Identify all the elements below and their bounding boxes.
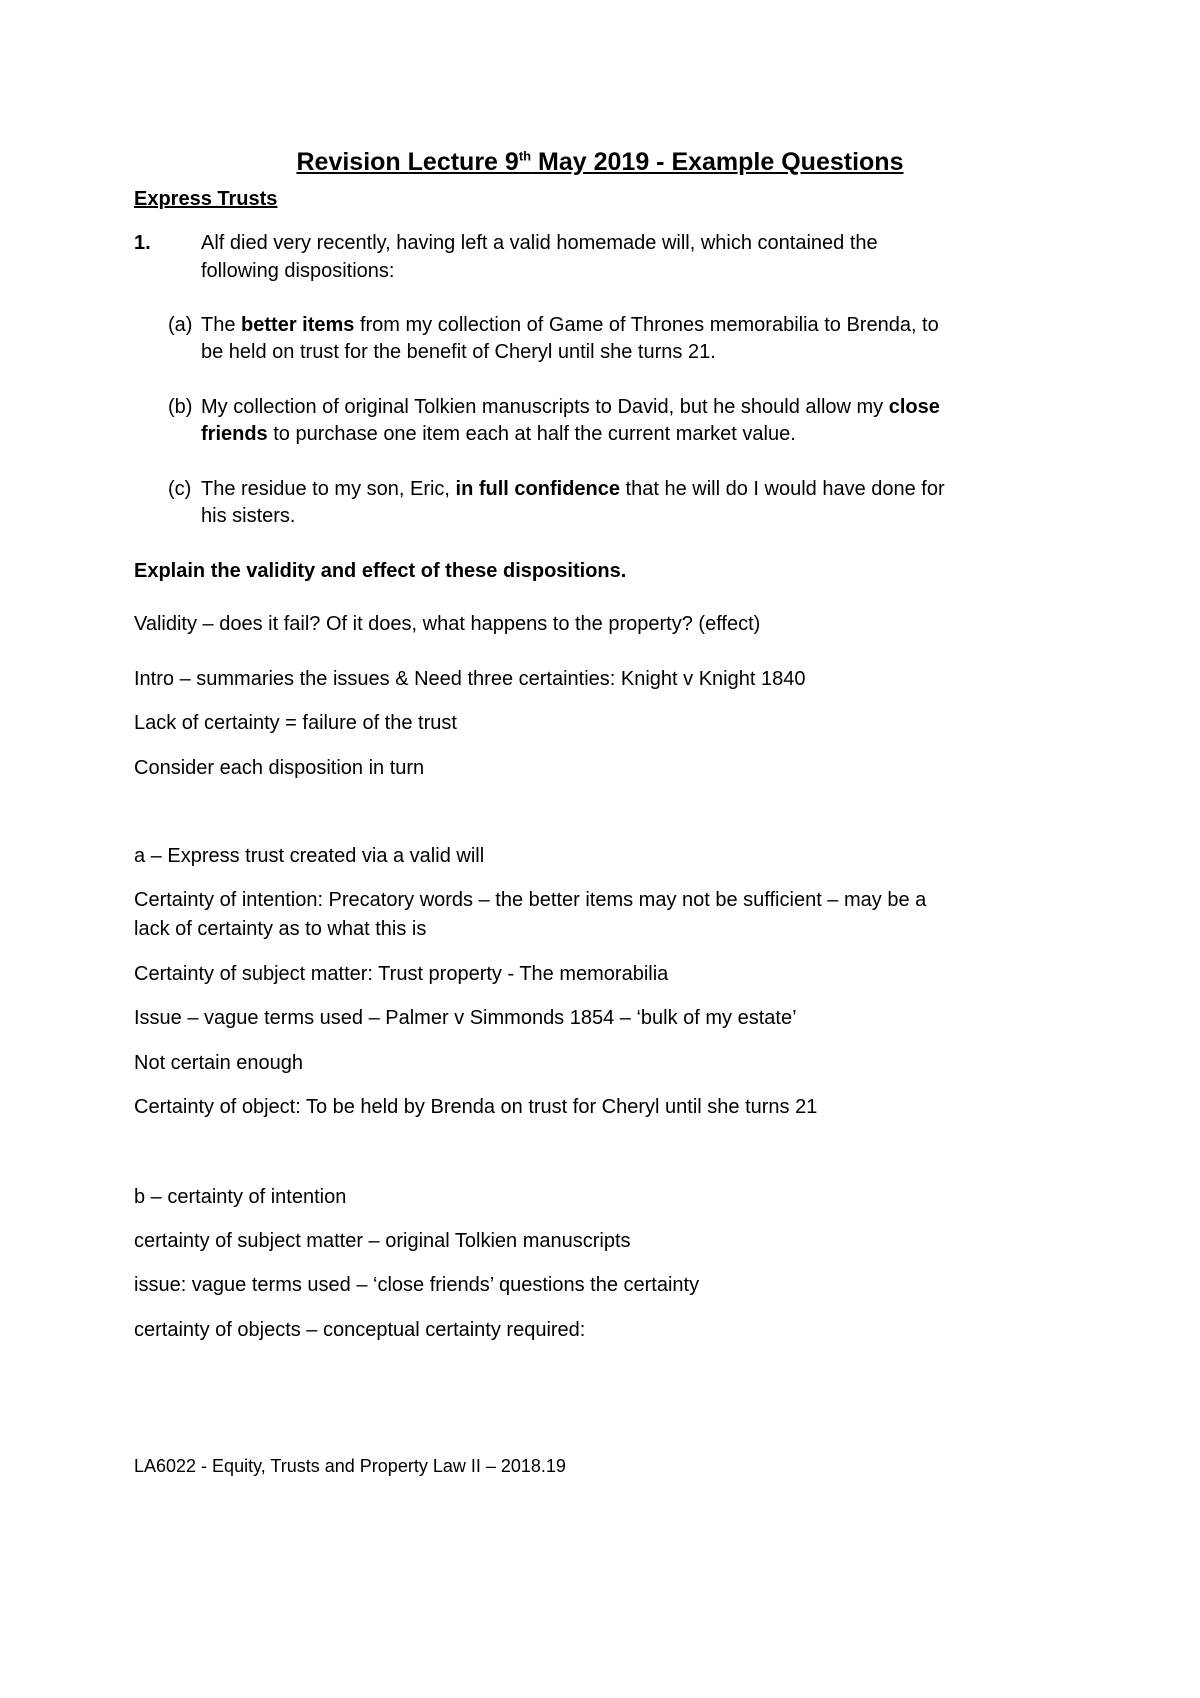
title-text-pre: Revision Lecture 9 bbox=[296, 148, 519, 176]
disposition-c-emphasis: in full confidence bbox=[455, 478, 620, 500]
disposition-b-emphasis-2: friends bbox=[201, 423, 268, 445]
disposition-a-text-post: from my collection of Game of Thrones memorabilia to Brenda, to bbox=[354, 314, 939, 336]
disposition-b-label: (b) bbox=[168, 396, 193, 418]
note-validity: Validity – does it fail? Of it does, what happens to the property? (effect) bbox=[134, 613, 761, 635]
note-lack-of-certainty: Lack of certainty = failure of the trust bbox=[134, 712, 457, 734]
note-a-not-certain: Not certain enough bbox=[134, 1052, 304, 1074]
section-heading: Express Trusts bbox=[134, 188, 278, 210]
note-intro: Intro – summaries the issues & Need three certainties: Knight v Knight 1840 bbox=[134, 668, 806, 690]
disposition-a-emphasis: better items bbox=[241, 314, 355, 336]
note-a-intention-line-1: Certainty of intention: Precatory words – the better items may not be sufficient – may be a bbox=[134, 889, 927, 911]
question-instruction: Explain the validity and effect of these dispositions. bbox=[134, 560, 627, 582]
note-b-objects: certainty of objects – conceptual certainty required: bbox=[134, 1319, 586, 1341]
disposition-b-text-post: to purchase one item each at half the current market value. bbox=[267, 423, 796, 445]
question-intro-line-2: following dispositions: bbox=[201, 260, 395, 282]
disposition-b-line-2 bbox=[201, 423, 796, 446]
page-title bbox=[0, 148, 1200, 177]
note-a-object: Certainty of object: To be held by Brenda on trust for Cheryl until she turns 21 bbox=[134, 1096, 818, 1118]
disposition-c-label: (c) bbox=[168, 478, 192, 500]
note-a-issue: Issue – vague terms used – Palmer v Simmonds 1854 – ‘bulk of my estate’ bbox=[134, 1007, 797, 1029]
title-text-post: May 2019 - Example Questions bbox=[531, 148, 904, 176]
question-number: 1. bbox=[134, 232, 151, 254]
disposition-a-label: (a) bbox=[168, 314, 193, 336]
disposition-c-line-1 bbox=[201, 478, 945, 501]
note-a-subject-matter: Certainty of subject matter: Trust property - The memorabilia bbox=[134, 963, 669, 985]
note-b-subject-matter: certainty of subject matter – original Tolkien manuscripts bbox=[134, 1230, 631, 1252]
disposition-a-line-2: be held on trust for the benefit of Cheryl until she turns 21. bbox=[201, 341, 716, 363]
note-b-issue: issue: vague terms used – ‘close friends’ questions the certainty bbox=[134, 1274, 700, 1296]
disposition-c-line-2: his sisters. bbox=[201, 505, 296, 527]
note-a-intention-line-2: lack of certainty as to what this is bbox=[134, 918, 427, 940]
disposition-b-line-1 bbox=[201, 396, 940, 419]
page-footer: LA6022 - Equity, Trusts and Property Law II – 2018.19 bbox=[134, 1456, 566, 1476]
question-intro-line-1: Alf died very recently, having left a valid homemade will, which contained the bbox=[201, 232, 878, 254]
note-b-heading: b – certainty of intention bbox=[134, 1186, 347, 1208]
disposition-b-text-pre: My collection of original Tolkien manuscripts to David, but he should allow my bbox=[201, 396, 889, 418]
title-superscript: th bbox=[518, 148, 532, 164]
disposition-c-text-pre: The residue to my son, Eric, bbox=[201, 478, 456, 500]
note-a-heading: a – Express trust created via a valid will bbox=[134, 845, 485, 867]
disposition-b-emphasis-1: close bbox=[888, 396, 940, 418]
disposition-a-line-1 bbox=[201, 314, 939, 337]
disposition-a-text-pre: The bbox=[201, 314, 242, 336]
disposition-c-text-post: that he will do I would have done for bbox=[620, 478, 945, 500]
note-consider-each: Consider each disposition in turn bbox=[134, 757, 425, 779]
